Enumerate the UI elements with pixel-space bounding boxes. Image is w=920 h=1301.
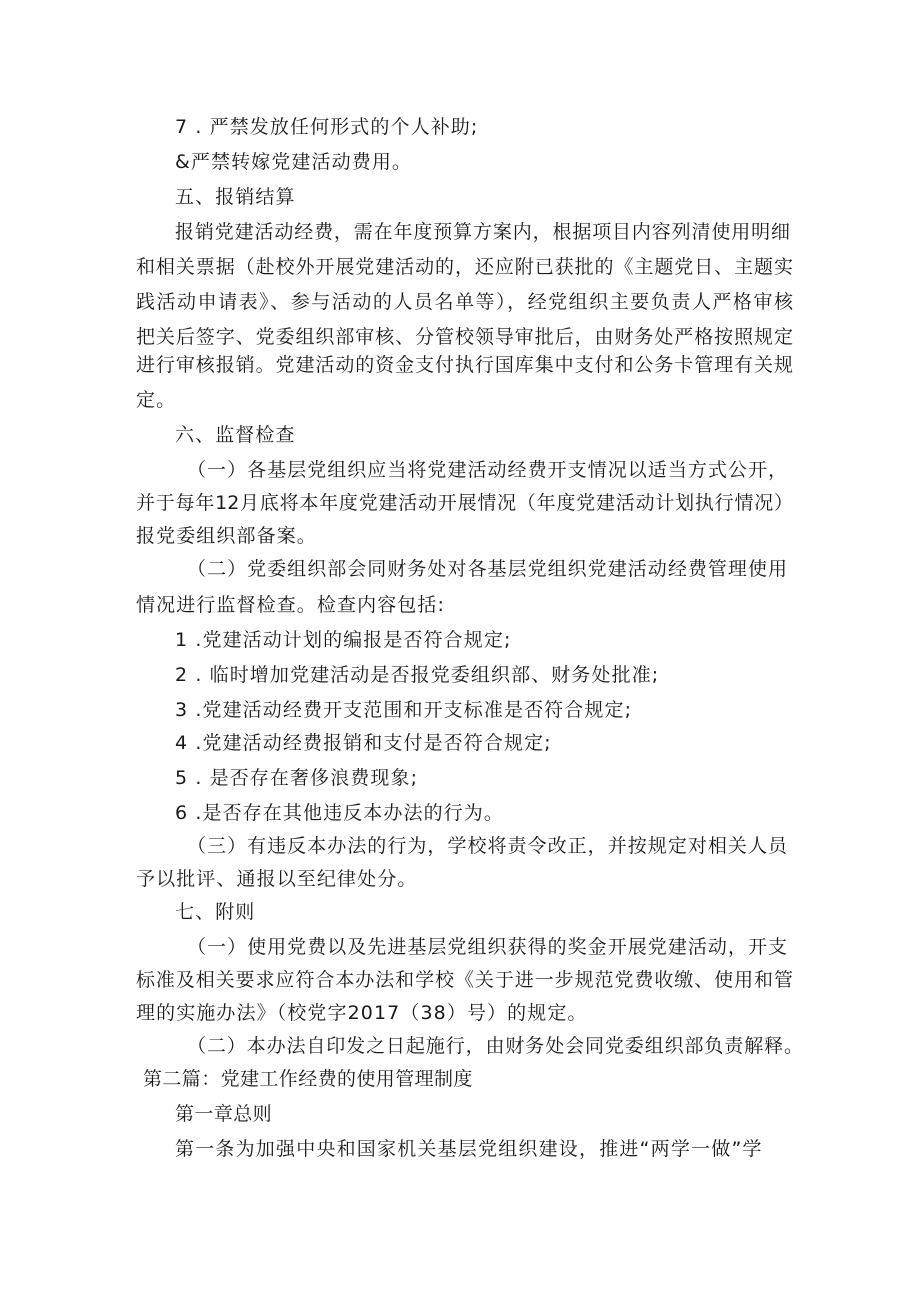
check-item-5: 5 . 是否存在奢侈浪费现象; [175, 767, 419, 789]
paragraph-line: （二）本办法自印发之日起施行，由财务处会同党委组织部负责解释。 [187, 1035, 804, 1057]
paragraph-line: 进行审核报销。党建活动的资金支付执行国库集中支付和公务卡管理有关规 [136, 354, 793, 376]
paragraph-line: （二）党委组织部会同财务处对各基层党组织党建活动经费管理使用 [187, 558, 787, 580]
paragraph-line: 报销党建活动经费，需在年度预算方案内，根据项目内容列清使用明细 [175, 221, 790, 243]
chapter-heading: 第一章总则 [175, 1103, 273, 1125]
section-heading-5: 五、报销结算 [175, 186, 296, 208]
section-heading-7: 七、附则 [175, 901, 256, 923]
chapter-title: 第二篇：党建工作经费的使用管理制度 [143, 1068, 473, 1090]
paragraph-line: 标准及相关要求应符合本办法和学校《关于进一步规范党费收缴、使用和管 [136, 969, 793, 991]
check-item-6: 6 .是否存在其他违反本办法的行为。 [175, 802, 504, 824]
check-item-2: 2 . 临时增加党建活动是否报党委组织部、财务处批准; [175, 664, 660, 686]
rule-item-8: &严禁转嫁党建活动费用。 [175, 151, 413, 173]
paragraph-line: （一）使用党费以及先进基层党组织获得的奖金开展党建活动，开支 [187, 936, 787, 958]
paragraph-line: 践活动申请表》、参与活动的人员名单等），经党组织主要负责人严格审核 [136, 291, 793, 313]
rule-item-7: 7 . 严禁发放任何形式的个人补助; [175, 116, 479, 138]
paragraph-line: （一）各基层党组织应当将党建活动经费开支情况以适当方式公开， [187, 459, 787, 481]
check-item-4: 4 .党建活动经费报销和支付是否符合规定; [175, 732, 552, 754]
paragraph-line: 报党委组织部备案。 [136, 525, 317, 547]
check-item-3: 3 .党建活动经费开支范围和开支标准是否符合规定; [175, 699, 633, 721]
paragraph-line: 并于每年12月底将本年度党建活动开展情况（年度党建活动计划执行情况） [136, 492, 793, 514]
section-heading-6: 六、监督检查 [175, 424, 296, 446]
paragraph-line: （三）有违反本办法的行为，学校将责令改正，并按规定对相关人员 [187, 835, 787, 857]
paragraph-line: 理的实施办法》（校党字2017（38）号）的规定。 [136, 1002, 588, 1024]
paragraph-line: 和相关票据（赴校外开展党建活动的，还应附已获批的《主题党日、主题实 [136, 256, 793, 278]
article-line: 第一条为加强中央和国家机关基层党组织建设，推进“两学一做”学 [175, 1138, 763, 1160]
paragraph-line: 予以批评、通报以至纪律处分。 [136, 868, 418, 890]
paragraph-line: 情况进行监督检查。检查内容包括: [136, 594, 446, 616]
paragraph-line: 定。 [136, 389, 177, 411]
check-item-1: 1 .党建活动计划的编报是否符合规定; [175, 629, 512, 651]
paragraph-line: 把关后签字、党委组织部审核、分管校领导审批后，由财务处严格按照规定 [136, 326, 793, 348]
